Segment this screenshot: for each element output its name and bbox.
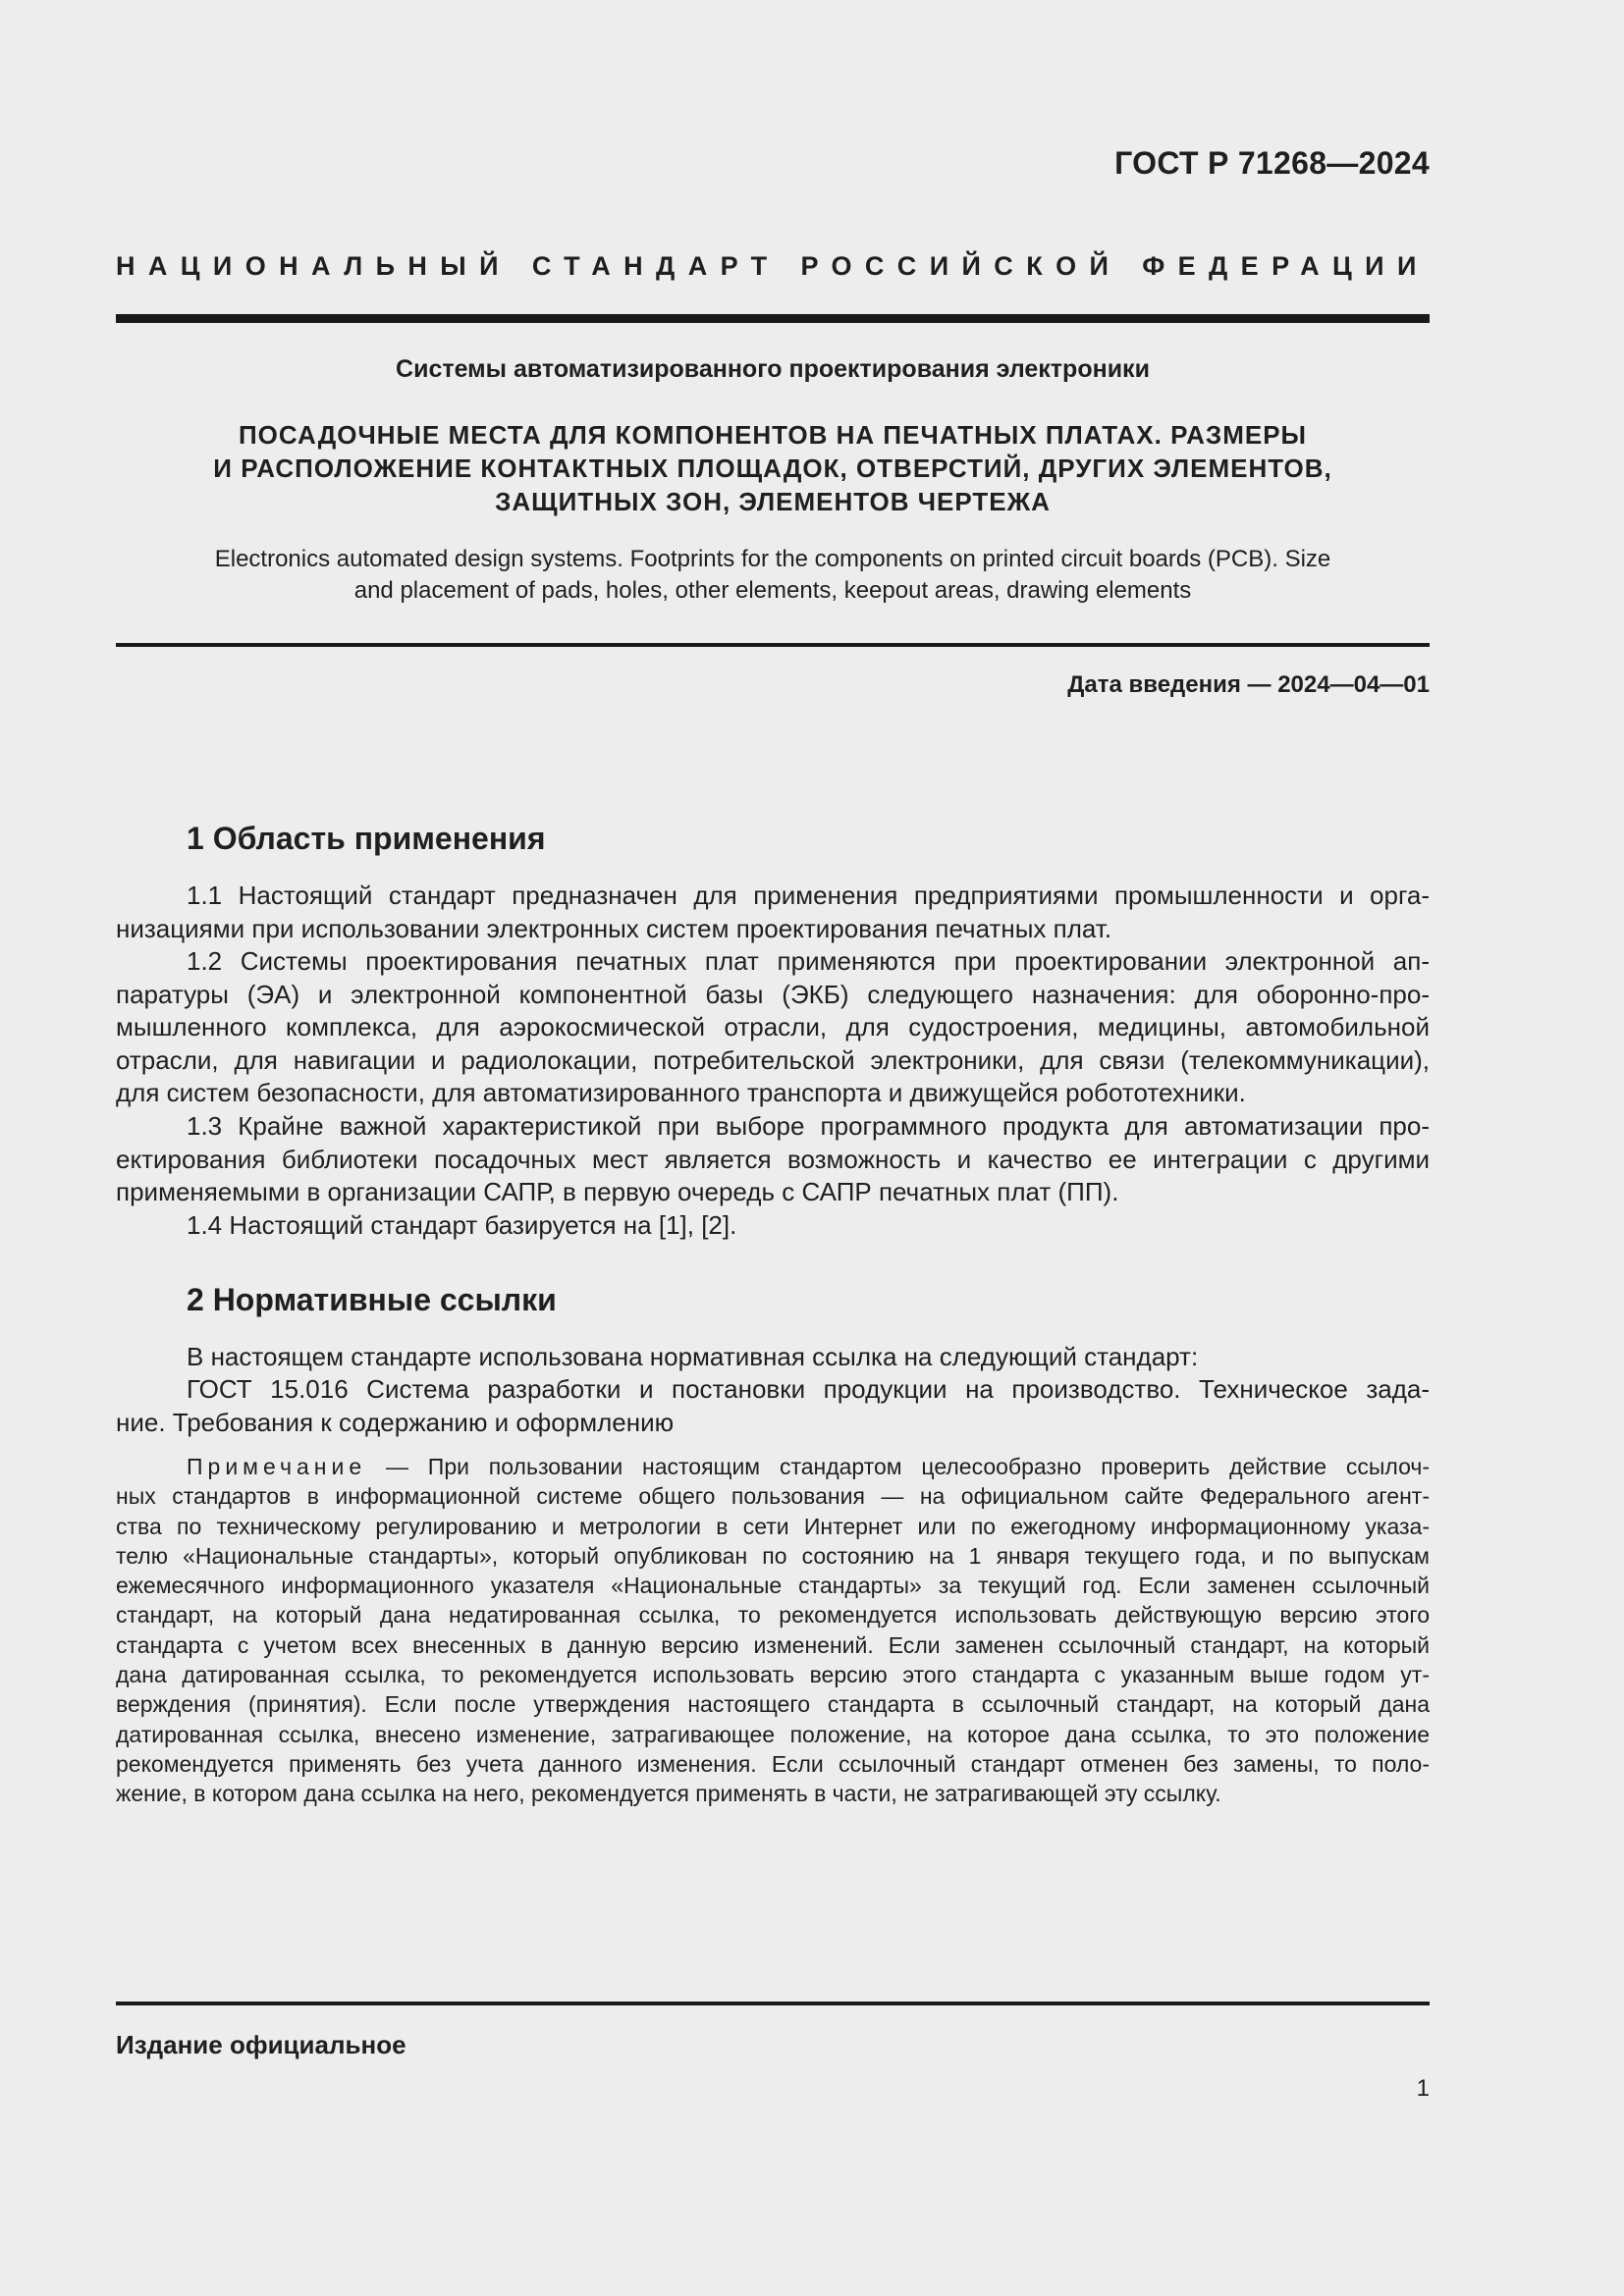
paragraph-1-3 bbox=[116, 1110, 1430, 1209]
text-line: рекомендуется применять без учета данного изменения. Если ссылочный стандарт отменен без замены, то поло- bbox=[116, 1750, 1430, 1777]
text-line: жение, в котором дана ссылка на него, рекомендуется применять в части, не затрагивающей эту ссылку. bbox=[116, 1781, 1221, 1807]
text-line: ства по техническому регулированию и метрологии в сети Интернет или по ежегодному информационному указа- bbox=[116, 1513, 1430, 1539]
text-line: телю «Национальные стандарты», который опубликован по состоянию на 1 января текущего года, и по выпускам bbox=[116, 1542, 1430, 1569]
official-edition-label: Издание официальное bbox=[116, 2030, 406, 2059]
section-2-heading: 2 Нормативные ссылки bbox=[187, 1282, 557, 1317]
text-line: ектирования библиотеки посадочных мест является возможность и качество ее интеграции с другими bbox=[116, 1144, 1430, 1174]
text-line: низациями при использовании электронных систем проектирования печатных плат. bbox=[116, 913, 1112, 943]
text-line: стандарт, на который дана недатированная ссылка, то рекомендуется использовать действующую версию этого bbox=[116, 1602, 1430, 1629]
section-1-heading: 1 Область применения bbox=[187, 821, 546, 856]
paragraph-1-1 bbox=[116, 880, 1430, 945]
national-standard-heading: НАЦИОНАЛЬНЫЙ СТАНДАРТ РОССИЙСКОЙ ФЕДЕРАЦИИ bbox=[116, 251, 1430, 281]
english-title bbox=[116, 544, 1430, 607]
introduction-date: Дата введения — 2024—04—01 bbox=[1067, 671, 1430, 698]
note-label: Примечание bbox=[187, 1454, 367, 1479]
text-line: отрасли, для навигации и радиолокации, потребительской электроники, для связи (телекоммуникации), bbox=[116, 1044, 1430, 1075]
paragraph-1-2 bbox=[116, 945, 1430, 1110]
main-title-line: ЗАЩИТНЫХ ЗОН, ЭЛЕМЕНТОВ ЧЕРТЕЖА bbox=[495, 487, 1051, 516]
series-title: Системы автоматизированного проектирования электроники bbox=[396, 355, 1150, 383]
page-number: 1 bbox=[1416, 2075, 1430, 2102]
title-divider bbox=[116, 643, 1430, 647]
main-title bbox=[116, 418, 1430, 518]
document-number: ГОСТ Р 71268—2024 bbox=[1114, 145, 1430, 181]
text-line: применяемыми в организации САПР, в первую очередь с САПР печатных плат (ПП). bbox=[116, 1177, 1119, 1207]
text-line: В настоящем стандарте использована нормативная ссылка на следующий стандарт: bbox=[187, 1342, 1199, 1371]
text-line: дана датированная ссылка, то рекомендуется использовать версию этого стандарта с указанным выше годом ут- bbox=[116, 1662, 1430, 1688]
english-title-line: Electronics automated design systems. Footprints for the components on printed circuit boards (PCB). Size bbox=[214, 546, 1331, 572]
text-line: 1.1 Настоящий стандарт предназначен для применения предприятиями промышленности и орга- bbox=[187, 881, 1430, 910]
document-page bbox=[116, 0, 1430, 2296]
note-first-line bbox=[116, 1452, 1430, 1481]
text-line: ние. Требования к содержанию и оформлению bbox=[116, 1407, 675, 1437]
text-line: верждения (принятия). Если после утверждения настоящего стандарта в ссылочный стандарт, на который дана bbox=[116, 1691, 1430, 1718]
footer-divider bbox=[116, 2002, 1430, 2005]
note-block bbox=[116, 1452, 1430, 1809]
paragraph-2-reference bbox=[116, 1373, 1430, 1439]
text-line: стандарта с учетом всех внесенных в данную версию изменений. Если заменен ссылочный стандарт, на который bbox=[116, 1631, 1430, 1658]
text-line: ежемесячного информационного указателя «Национальные стандарты» за текущий год. Если заменен ссылочный bbox=[116, 1573, 1430, 1599]
english-title-line: and placement of pads, holes, other elements, keepout areas, drawing elements bbox=[353, 577, 1192, 604]
text-line: для систем безопасности, для автоматизированного транспорта и движущейся робототехники. bbox=[116, 1078, 1246, 1108]
text-line: мышленного комплекса, для аэрокосмической отрасли, для судостроения, медицины, автомобильной bbox=[116, 1012, 1430, 1042]
paragraph-2-intro bbox=[116, 1341, 1430, 1374]
top-divider bbox=[116, 314, 1430, 323]
main-title-line: И РАСПОЛОЖЕНИЕ КОНТАКТНЫХ ПЛОЩАДОК, ОТВЕРСТИЙ, ДРУГИХ ЭЛЕМЕНТОВ, bbox=[213, 454, 1332, 483]
main-title-line: ПОСАДОЧНЫЕ МЕСТА ДЛЯ КОМПОНЕНТОВ НА ПЕЧАТНЫХ ПЛАТАХ. РАЗМЕРЫ bbox=[238, 420, 1308, 450]
paragraph-1-4 bbox=[116, 1209, 1430, 1243]
text-line: ГОСТ 15.016 Система разработки и постановки продукции на производство. Техническое зада- bbox=[187, 1374, 1430, 1404]
text-line: датированная ссылка, внесено изменение, затрагивающее положение, на которое дана ссылка, то это положение bbox=[116, 1721, 1430, 1747]
text-line: 1.3 Крайне важной характеристикой при выборе программного продукта для автоматизации про- bbox=[187, 1111, 1430, 1141]
text-line: 1.2 Системы проектирования печатных плат применяются при проектировании электронной ап- bbox=[187, 946, 1430, 976]
text-line: ных стандартов в информационной системе общего пользования — на официальном сайте Федерального агент- bbox=[116, 1483, 1430, 1510]
text-line: — При пользовании настоящим стандартом целесообразно проверить действие ссылоч- bbox=[366, 1454, 1430, 1479]
text-line: паратуры (ЭА) и электронной компонентной базы (ЭКБ) следующего назначения: для оборонно-про- bbox=[116, 979, 1430, 1009]
text-line: 1.4 Настоящий стандарт базируется на [1], [2]. bbox=[187, 1210, 737, 1240]
